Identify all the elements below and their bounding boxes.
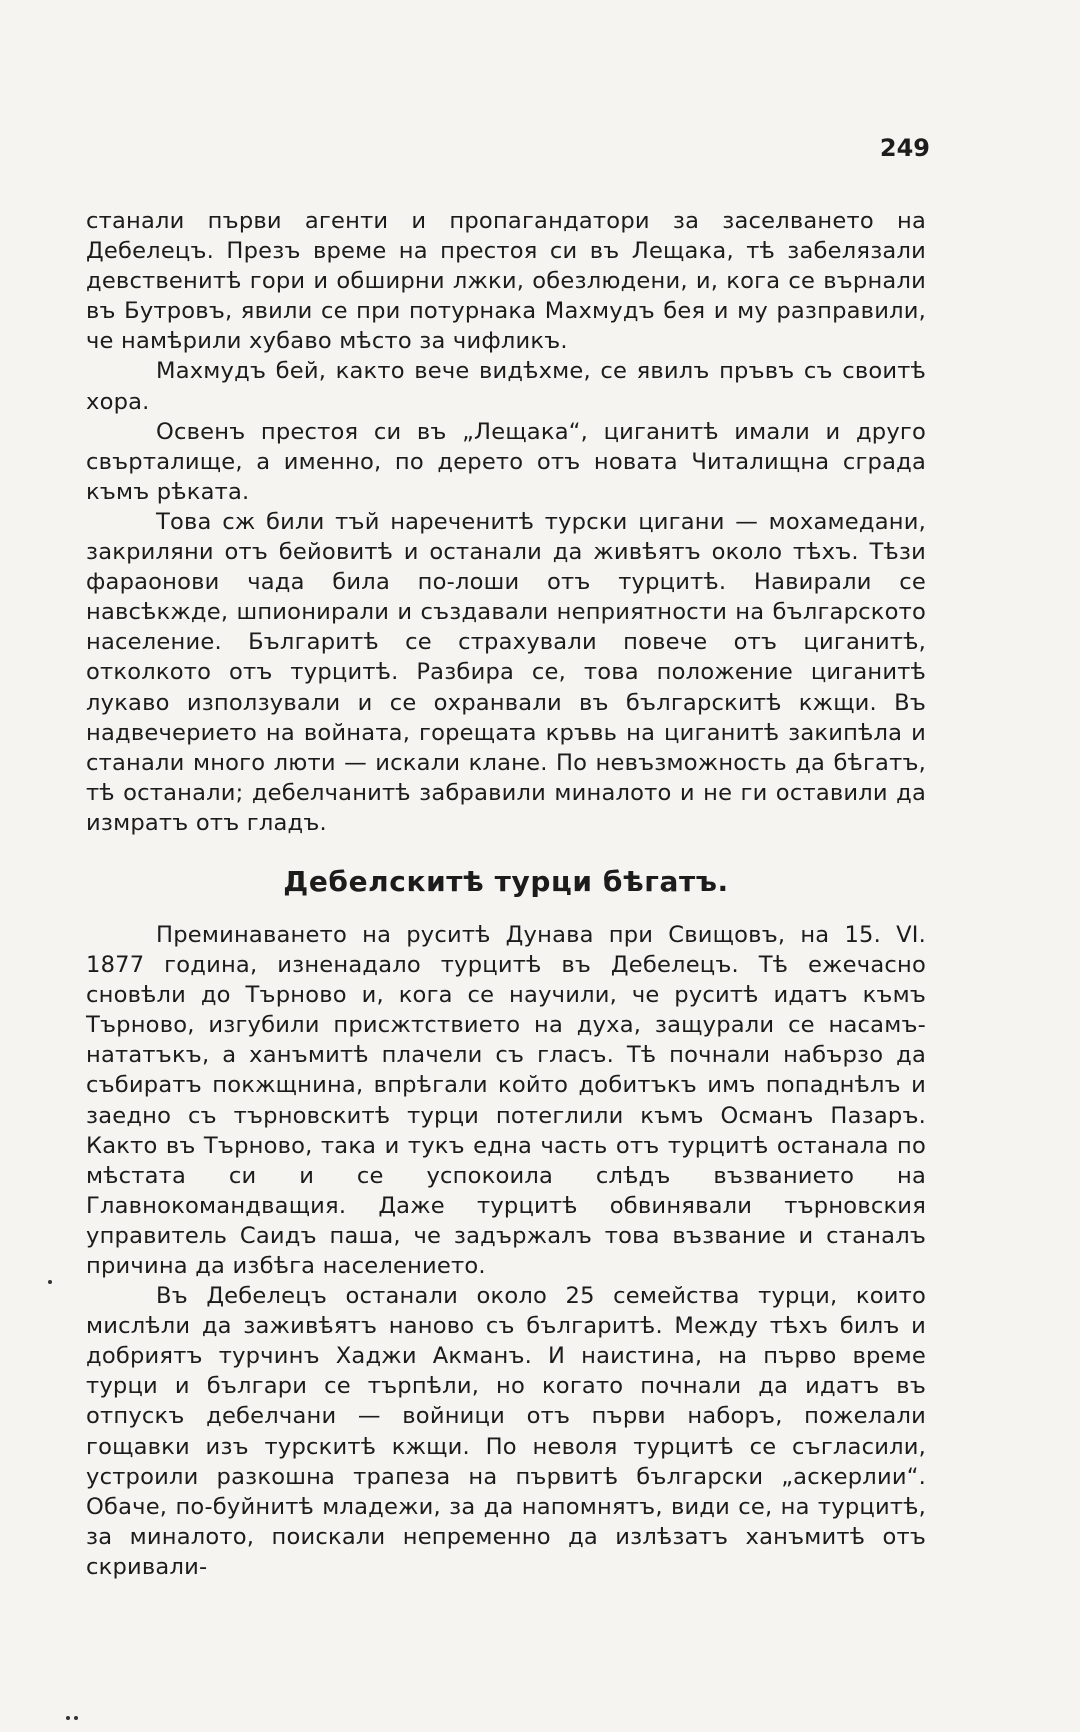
margin-speck <box>48 1280 52 1284</box>
paragraph: Въ Дебелецъ останали около 25 семейства турци, които мислѣли да заживѣятъ наново съ българитѣ. Между тѣхъ билъ и добриятъ турчинъ Хаджи Акманъ. И наистина, на първо време турци и българи се търпѣли, но когато почнали да идатъ въ отпускъ дебелчани — войници отъ първи наборъ, пожелали гощавки изъ турскитѣ кжщи. По неволя турцитѣ се съгласили, устроили разкошна трапеза на първитѣ български „аскерлии“. Обаче, по-буйнитѣ младежи, за да напомнятъ, види се, на турцитѣ, за миналото, поискали непременно да излѣзатъ ханъмитѣ отъ скривали- <box>86 1283 926 1580</box>
paragraph: Преминаването на руситѣ Дунава при Свищовъ, на 15. VI. 1877 година, изненадало турцитѣ въ Дебелецъ. Тѣ ежечасно сновѣли до Търново и, кога се научили, че руситѣ идатъ къмъ Търново, изгубили присжтствието на духа, защурали се насамъ-нататъкъ, а ханъмитѣ плачели съ гласъ. Тѣ почнали набързо да събиратъ покжщнина, впрѣгали който добитъкъ имъ попаднѣлъ и заедно съ търновскитѣ турци потеглили къмъ Османъ Пазаръ. Както въ Търново, така и тукъ една часть отъ турцитѣ останала по мѣстата си и се успокоила слѣдъ възванието на Главнокомандващия. Даже турцитѣ обвинявали търновския управитель Саидъ паша, че задържалъ това възвание и станалъ причина да избѣга населението. <box>86 921 926 1279</box>
paragraph: станали първи агенти и пропагандатори за заселването на Дебелецъ. Презъ време на престоя си въ Лещака, тѣ забелязали девственитѣ гори и обширни лжки, обезлюдени, и, кога се върнали въ Бутровъ, явили се при потурнака Махмудъ бея и му разправили, че намѣрили хубаво мѣсто за чифликъ. <box>86 208 926 355</box>
section-heading: Дебелскитѣ турци бѣгатъ. <box>283 864 729 898</box>
paragraph: Освенъ престоя си въ „Лещака“, циганитѣ имали и друго свърталище, а именно, по дерето отъ новата Читалищна сграда къмъ рѣката. <box>86 418 926 505</box>
paragraph: Махмудъ бей, както вече видѣхме, се явилъ пръвъ съ своитѣ хора. <box>86 358 926 415</box>
paragraph: Това сж били тъй нареченитѣ турски цигани — мохамедани, закриляни отъ бейовитѣ и останали да живѣятъ около тѣхъ. Тѣзи фараонови чада била по-лоши отъ турцитѣ. Навирали се навсѣкжде, шпионирали и създавали неприятности на българското население. Българитѣ се страхували повече отъ циганитѣ, отколкото отъ турцитѣ. Разбира се, това положение циганитѣ лукаво използували и се охранвали въ българскитѣ кжщи. Въ надвечерието на войната, горещата кръвь на циганитѣ закипѣла и станали много люти — искали клане. По невъзможность да бѣгатъ, тѣ останали; дебелчанитѣ забравили миналото и не ги оставили да измратъ отъ гладъ. <box>86 508 926 836</box>
margin-speck <box>74 1716 78 1720</box>
margin-speck <box>66 1716 70 1720</box>
page-number: 249 <box>879 134 930 162</box>
body-text <box>86 206 926 1582</box>
